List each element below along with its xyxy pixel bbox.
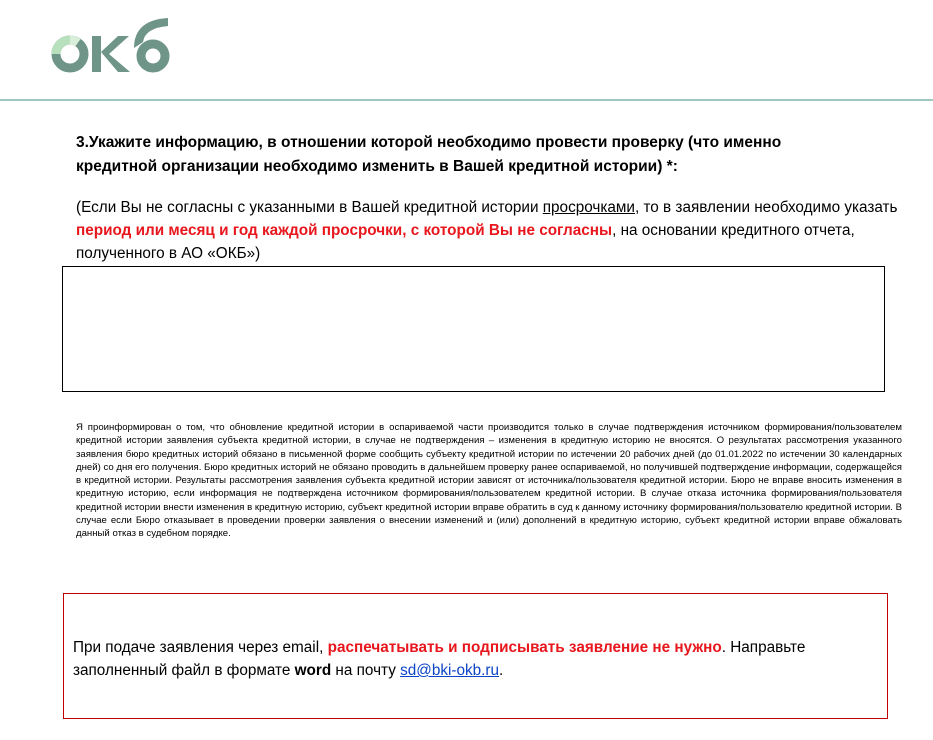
header-divider bbox=[0, 99, 933, 101]
question-title: 3.Укажите информацию, в отношении которой необходимо провести проверку (что именно кредитной организации необходимо изменить в Вашей кредитной истории) *: bbox=[76, 134, 782, 175]
answer-input-box[interactable] bbox=[62, 266, 885, 392]
email-notice-text bbox=[73, 636, 873, 682]
notice-red-emphasis: распечатывать и подписывать заявление не нужно bbox=[327, 639, 722, 656]
notice-text-4: . bbox=[499, 662, 504, 679]
notice-text-1: При подаче заявления через email, bbox=[73, 639, 328, 656]
note-text-1: (Если Вы не согласны с указанными в Вашей кредитной истории bbox=[76, 199, 543, 216]
support-email-link[interactable]: sd@bki-okb.ru bbox=[400, 662, 499, 679]
notice-text-2: . Направьте заполненный файл в формате bbox=[73, 639, 806, 679]
note-text-3: , на основании кредитного отчета, полученного в АО «ОКБ») bbox=[76, 222, 855, 262]
okb-logo bbox=[48, 14, 178, 78]
disclaimer-text: Я проинформирован о том, что обновление кредитной истории в оспариваемой части производится только в случае подтверждения источником формирования/пользователем кредитной истории заявления субъекта кредитной истории, в случае не подтверждения – изменения в кредитную историю не вносятся. О результатах рассмотрения указанного заявления бюро кредитных историй обязано в письменной форме сообщить субъекту кредитной истории по истечении 20 рабочих дней (до 01.01.2022 по истечении 30 календарных дней) со дня его получения. Бюро кредитных историй не обязано проводить в дальнейшем проверку ранее оспариваемой, но получившей подтверждение информации, содержащейся в кредитной истории. Результаты рассмотрения заявления субъекта кредитной истории зависят от источника/пользователя кредитной истории. Бюро не вправе вносить изменения в кредитную историю, если информация не подтверждена источником формирования/пользователем кредитной истории. В случае отказа источника формирования/пользователя кредитной истории внести изменения в кредитную историю, субъект кредитной истории вправе обратить в суд к данному источнику формирования/пользователю кредитной истории. В случае если Бюро отказывает в проведении проверки заявления о внесении изменений и (или) дополнений в кредитную историю, субъект кредитной истории вправе обжаловать данный отказ в судебном порядке. bbox=[76, 422, 902, 540]
notice-word-format: word bbox=[294, 662, 332, 679]
question-note bbox=[76, 196, 906, 265]
notice-text-3: на почту bbox=[331, 662, 401, 679]
note-red-emphasis: период или месяц и год каждой просрочки, с которой Вы не согласны bbox=[76, 222, 613, 239]
note-underlined: просрочками bbox=[542, 199, 635, 216]
okb-logo-mark bbox=[48, 14, 178, 78]
note-text-2: , то в заявлении необходимо указать bbox=[634, 199, 898, 216]
